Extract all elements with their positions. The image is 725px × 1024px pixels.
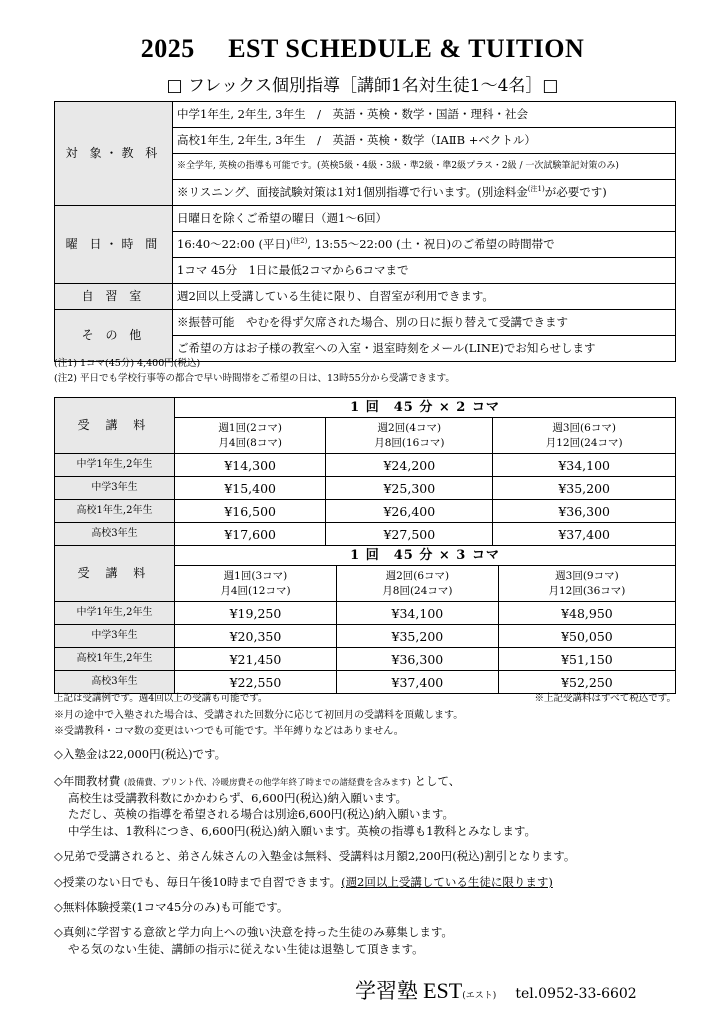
price-cell: ¥34,100	[493, 454, 676, 477]
price-cell: ¥37,400	[493, 523, 676, 546]
price-cell: ¥25,300	[326, 477, 493, 500]
fee-column-header: 週3回(9コマ) 月12回(36コマ)	[498, 566, 675, 602]
page-title: 2025 EST SCHEDULE & TUITION	[140, 34, 585, 63]
other-label: そ の 他	[55, 310, 173, 362]
school-ruby: (エスト)	[462, 991, 497, 1001]
fee-table-2koma	[54, 397, 676, 546]
bullet-trial: ◇無料体験授業(1コマ45分のみ)も可能です。	[54, 900, 289, 914]
school-name: 学習塾	[355, 979, 418, 1003]
fee-note-example: 上記は受講例です。週4回以上の受講も可能です。	[54, 693, 268, 704]
fee-note-change: ※受講教科・コマ数の変更はいつでも可能です。半年縛りなどはありません。	[54, 726, 404, 737]
price-cell: ¥35,200	[336, 625, 498, 648]
fee-table-heading: 1 回 45 分 × 3 コマ	[175, 546, 676, 566]
fee-label: 受 講 料	[55, 398, 175, 454]
fee-note-midmonth: ※月の途中で入塾された場合は、受講された回数分に応じて初回月の受講料を頂戴します。	[54, 710, 464, 721]
fee-note-tax: ※上記受講料はすべて税込です。	[534, 693, 676, 704]
schedule-days: 日曜日を除くご希望の曜日（週1〜6回）	[173, 206, 676, 232]
price-cell: ¥50,050	[498, 625, 675, 648]
grade-cell: 中学1年生,2年生	[55, 454, 175, 477]
info-table	[54, 101, 676, 362]
table-row	[55, 477, 676, 500]
fee-column-header: 週2回(6コマ) 月8回(24コマ)	[336, 566, 498, 602]
grade-cell: 高校1年生,2年生	[55, 648, 175, 671]
price-cell: ¥36,300	[493, 500, 676, 523]
grade-cell: 高校3年生	[55, 671, 175, 694]
grade-cell: 中学3年生	[55, 625, 175, 648]
note-2: (注2) 平日でも学校行事等の都合で早い時間帯をご希望の日は、13時55分から受講できます。	[54, 373, 455, 384]
table-row	[55, 500, 676, 523]
bullet-materials: ◇年間教材費 (設備費、プリント代、冷暖房費その他学年終了時までの諸経費を含みます) として、 高校生は受講教科数にかかわらず、6,600円(税込)納入願います。 ただし、英検の指導を希望される場合は別途6,600円(税込)納入願います。 中学生は、1教科につき、6,600円(税込)納入願います。英検の指導も1教科とみなします。	[54, 774, 536, 839]
bullet-self-study: ◇授業のない日でも、毎日午後10時まで自習できます。(週2回以上受講している生徒に限ります)	[54, 875, 553, 889]
price-cell: ¥26,400	[326, 500, 493, 523]
schedule-koma: 1コマ 45分 1日に最低2コマから6コマまで	[173, 258, 676, 284]
subjects-listening-note: ※リスニング、面接試験対策は1対1個別指導で行います。(別途料金$^{(注1)}$が必要です)	[173, 180, 676, 206]
price-cell: ¥22,550	[175, 671, 337, 694]
price-cell: ¥37,400	[336, 671, 498, 694]
price-cell: ¥19,250	[175, 602, 337, 625]
price-cell: ¥21,450	[175, 648, 337, 671]
other-notify: ご希望の方はお子様の教室への入室・退室時刻をメール(LINE)でお知らせします	[173, 336, 676, 362]
schedule-label: 曜 日・時 間	[55, 206, 173, 284]
price-cell: ¥17,600	[175, 523, 326, 546]
price-cell: ¥15,400	[175, 477, 326, 500]
fee-table-heading: 1 回 45 分 × 2 コマ	[175, 398, 676, 418]
price-cell: ¥27,500	[326, 523, 493, 546]
note-1: (注1) 1コマ(45分) 4,400円(税込)	[54, 358, 201, 369]
other-makeup: ※振替可能 やむを得ず欠席された場合、別の日に振り替えて受講できます	[173, 310, 676, 336]
grade-cell: 高校1年生,2年生	[55, 500, 175, 523]
grade-cell: 高校3年生	[55, 523, 175, 546]
subjects-eiken: ※全学年, 英検の指導も可能です。(英検5級・4級・3級・準2級・準2級プラス・2級 / 一次試験筆記対策のみ)	[173, 154, 676, 180]
bullet-entry-fee: ◇入塾金は22,000円(税込)です。	[54, 747, 227, 761]
price-cell: ¥35,200	[493, 477, 676, 500]
schedule-hours: 16:40〜22:00 (平日)$^{(注2)}$, 13:55〜22:00 (土・祝日)のご希望の時間帯で	[173, 232, 676, 258]
fee-column-header: 週2回(4コマ) 月8回(16コマ)	[326, 418, 493, 454]
fee-column-header: 週3回(6コマ) 月12回(24コマ)	[493, 418, 676, 454]
grade-cell: 中学1年生,2年生	[55, 602, 175, 625]
table-row	[55, 648, 676, 671]
school-est: EST	[423, 978, 463, 1003]
grade-cell: 中学3年生	[55, 477, 175, 500]
table-row	[55, 523, 676, 546]
fee-column-header: 週1回(2コマ) 月4回(8コマ)	[175, 418, 326, 454]
price-cell: ¥52,250	[498, 671, 675, 694]
subjects-label: 対 象・教 科	[55, 102, 173, 206]
price-cell: ¥16,500	[175, 500, 326, 523]
subjects-senior: 高校1年生, 2年生, 3年生 / 英語・英検・数学（ⅠAⅡB +ベクトル）	[173, 128, 676, 154]
table-row	[55, 454, 676, 477]
price-cell: ¥51,150	[498, 648, 675, 671]
price-cell: ¥24,200	[326, 454, 493, 477]
phone-number: tel.0952-33-6602	[515, 986, 637, 1002]
bullet-siblings: ◇兄弟で受講されると、弟さん妹さんの入塾金は無料、受講料は月額2,200円(税込)割引となります。	[54, 849, 576, 863]
table-row	[55, 625, 676, 648]
price-cell: ¥48,950	[498, 602, 675, 625]
table-row	[55, 602, 676, 625]
study-room-text: 週2回以上受講している生徒に限り、自習室が利用できます。	[173, 284, 676, 310]
bullet-serious: ◇真剣に学習する意欲と学力向上への強い決意を持った生徒のみ募集します。 やる気のない生徒、講師の指示に従えない生徒は退塾して頂きます。	[54, 925, 453, 956]
fee-column-header: 週1回(3コマ) 月4回(12コマ)	[175, 566, 337, 602]
study-room-label: 自 習 室	[55, 284, 173, 310]
price-cell: ¥34,100	[336, 602, 498, 625]
fee-table-3koma	[54, 545, 676, 694]
price-cell: ¥36,300	[336, 648, 498, 671]
fee-label: 受 講 料	[55, 546, 175, 602]
price-cell: ¥20,350	[175, 625, 337, 648]
subjects-junior: 中学1年生, 2年生, 3年生 / 英語・英検・数学・国語・理科・社会	[173, 102, 676, 128]
page-subtitle: □ フレックス個別指導［講師1名対生徒1〜4名］□	[166, 76, 559, 96]
price-cell: ¥14,300	[175, 454, 326, 477]
footer	[355, 975, 685, 1005]
